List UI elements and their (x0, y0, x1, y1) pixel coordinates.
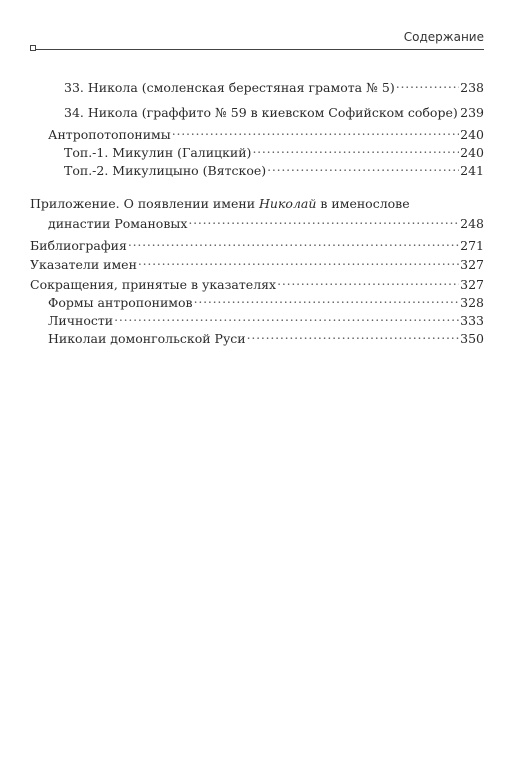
leader-dots (172, 123, 459, 139)
toc-entry-label: Николаи домонгольской Руси (48, 331, 246, 346)
toc-entry-page: 240 (460, 145, 484, 160)
leader-dots (396, 76, 459, 92)
toc-entry-label-line1[interactable]: Приложение. О появлении имени Николай в именослове (30, 196, 410, 211)
leader-dots (267, 159, 459, 175)
running-head-title: Содержание (403, 30, 484, 44)
toc-entry-page: 240 (460, 127, 484, 142)
toc-entry[interactable] (30, 273, 484, 293)
header-rule (36, 49, 484, 50)
toc-entry[interactable] (48, 309, 484, 329)
toc-entry[interactable] (48, 327, 484, 347)
running-head (30, 30, 484, 52)
toc-entry-page: 239 (460, 105, 484, 120)
toc-entry[interactable] (64, 159, 484, 179)
toc-entry-page: 238 (460, 80, 484, 95)
toc-entry[interactable] (48, 212, 484, 232)
toc-entry-page: 241 (460, 163, 484, 178)
square-marker-icon (30, 45, 36, 51)
toc-entry[interactable] (64, 76, 484, 96)
toc-entry-label: Личности (48, 313, 114, 328)
toc-entry-label: 33. Никола (смоленская берестяная грамота № 5) (64, 80, 395, 95)
toc-entry-page: 350 (460, 331, 484, 346)
toc-entry-page: 248 (460, 216, 484, 231)
toc-entry[interactable] (30, 253, 484, 273)
toc-entry[interactable] (48, 123, 484, 143)
toc-entry[interactable] (64, 141, 484, 161)
leader-dots (247, 327, 460, 343)
toc-entry-label: династии Романовых (48, 216, 188, 231)
toc-entry-page: 271 (460, 238, 484, 253)
toc-entry-page: 328 (460, 295, 484, 310)
leader-dots (194, 291, 460, 307)
leader-dots (188, 212, 459, 228)
toc-entry[interactable] (30, 234, 484, 254)
italic-name: Николай (259, 196, 317, 211)
toc-entry[interactable] (64, 101, 484, 121)
toc-entry-page: 327 (460, 257, 484, 272)
leader-dots (277, 273, 459, 289)
toc-entry-label: 34. Никола (граффито № 59 в киевском Софийском соборе) (64, 105, 458, 120)
leader-dots (114, 309, 459, 325)
toc-entry-label: Формы антропонимов (48, 295, 193, 310)
toc-entry-label: Указатели имен (30, 257, 137, 272)
toc-entry[interactable] (48, 291, 484, 311)
leader-dots (128, 234, 459, 250)
toc-entry-label: Топ.-2. Микулицыно (Вятское) (64, 163, 267, 178)
leader-dots (138, 253, 459, 269)
leader-dots (252, 141, 459, 157)
toc-entry-label: Антропотопонимы (48, 127, 171, 142)
toc-entry-label: Топ.-1. Микулин (Галицкий) (64, 145, 252, 160)
toc-entry-label: Сокращения, принятые в указателях (30, 277, 277, 292)
toc-entry-page: 327 (460, 277, 484, 292)
toc-entry-label: Библиография (30, 238, 127, 253)
toc-entry-page: 333 (460, 313, 484, 328)
